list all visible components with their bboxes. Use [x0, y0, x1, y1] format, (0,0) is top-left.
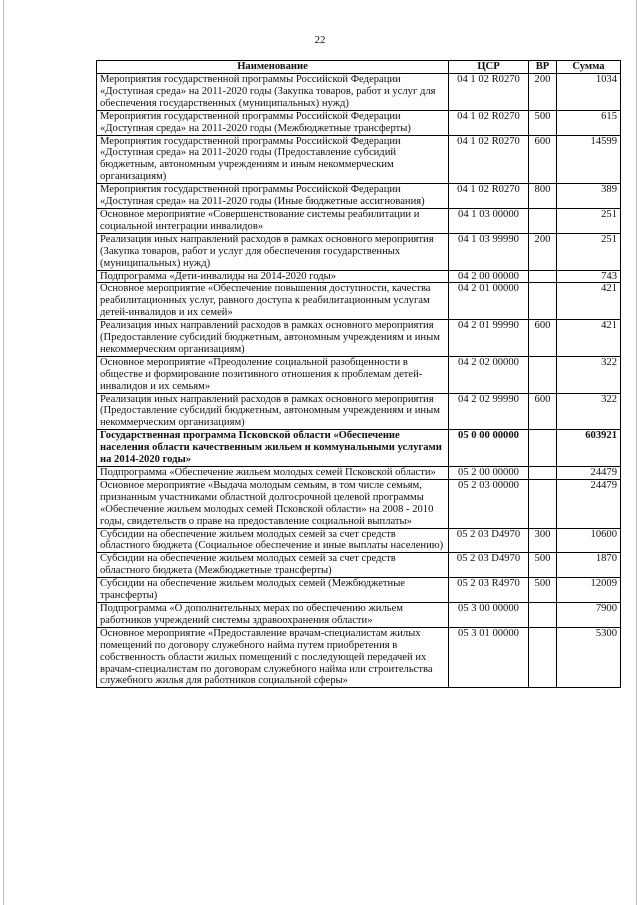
cell-vr: [529, 479, 557, 528]
table-row: [97, 283, 621, 320]
cell-csr: 04 1 02 R0270: [449, 184, 529, 209]
cell-csr: 04 2 01 00000: [449, 283, 529, 320]
cell-name: Подпрограмма «Дети-инвалиды на 2014-2020 годы»: [97, 270, 449, 283]
cell-sum: 603921: [557, 430, 621, 467]
cell-vr: [529, 208, 557, 233]
cell-csr: 05 0 00 00000: [449, 430, 529, 467]
cell-csr: 05 2 00 00000: [449, 467, 529, 480]
cell-name: Основное мероприятие «Выдача молодым семьям, в том числе семьям, признанным участниками областной долгосрочной целевой программы «Обеспечение жильем молодых семей Псковской области» на 2008 - 2010 годы, свидетельств о праве на предоставление социальной выплаты»: [97, 479, 449, 528]
table-row: [97, 110, 621, 135]
cell-name: Государственная программа Псковской области «Обеспечение населения области качественным жильем и коммунальными услугами на 2014-2020 годы»: [97, 430, 449, 467]
cell-name: Основное мероприятие «Совершенствование системы реабилитации и социальной интеграции инвалидов»: [97, 208, 449, 233]
table-row: [97, 553, 621, 578]
cell-vr: 600: [529, 393, 557, 430]
cell-sum: 251: [557, 208, 621, 233]
cell-vr: 600: [529, 320, 557, 357]
cell-sum: 7900: [557, 602, 621, 627]
table-row: [97, 393, 621, 430]
cell-sum: 5300: [557, 627, 621, 688]
cell-name: Подпрограмма «Обеспечение жильем молодых семей Псковской области»: [97, 467, 449, 480]
cell-vr: 200: [529, 74, 557, 111]
cell-sum: 389: [557, 184, 621, 209]
table-row: [97, 479, 621, 528]
cell-name: Основное мероприятие «Предоставление врачам-специалистам жилых помещений по договору служебного найма путем приобретения в собственность области жилых помещений с последующей передачей их врачам-специалистам по договорам служебного найма или строительства служебного жилья для работников социальной сферы»: [97, 627, 449, 688]
header-vr: ВР: [529, 61, 557, 74]
table-header-row: [97, 61, 621, 74]
cell-sum: 24479: [557, 467, 621, 480]
cell-vr: [529, 602, 557, 627]
cell-name: Реализация иных направлений расходов в рамках основного мероприятия (Закупка товаров, работ и услуг для обеспечения государственных (муниципальных) нужд): [97, 233, 449, 270]
cell-name: Реализация иных направлений расходов в рамках основного мероприятия (Предоставление субсидий бюджетным, автономным учреждениям и иным некоммерческим организациям): [97, 393, 449, 430]
cell-csr: 05 2 03 D4970: [449, 553, 529, 578]
header-sum: Сумма: [557, 61, 621, 74]
table-row: [97, 602, 621, 627]
cell-sum: 10600: [557, 528, 621, 553]
cell-vr: 200: [529, 233, 557, 270]
cell-name: Субсидии на обеспечение жильем молодых семей за счет средств областного бюджета (Социальное обеспечение и иные выплаты населению): [97, 528, 449, 553]
cell-name: Основное мероприятие «Обеспечение повышения доступности, качества реабилитационных услуг, равного доступа к реабилитационным услугам детей-инвалидов и их семей»: [97, 283, 449, 320]
cell-vr: 300: [529, 528, 557, 553]
table-row: [97, 430, 621, 467]
cell-vr: [529, 270, 557, 283]
cell-vr: [529, 467, 557, 480]
cell-name: Субсидии на обеспечение жильем молодых семей за счет средств областного бюджета (Межбюджетные трансферты): [97, 553, 449, 578]
cell-sum: 743: [557, 270, 621, 283]
cell-csr: 04 2 01 99990: [449, 320, 529, 357]
cell-csr: 04 1 03 00000: [449, 208, 529, 233]
cell-csr: 05 3 01 00000: [449, 627, 529, 688]
cell-sum: 615: [557, 110, 621, 135]
cell-vr: [529, 430, 557, 467]
table-row: [97, 627, 621, 688]
cell-sum: 1034: [557, 74, 621, 111]
cell-sum: 322: [557, 356, 621, 393]
table-row: [97, 74, 621, 111]
cell-vr: 500: [529, 578, 557, 603]
cell-vr: [529, 283, 557, 320]
cell-sum: 14599: [557, 135, 621, 184]
table-row: [97, 528, 621, 553]
scan-edge-right: [636, 0, 637, 905]
table-row: [97, 467, 621, 480]
page-number: 22: [314, 34, 326, 46]
cell-name: Мероприятия государственной программы Российской Федерации «Доступная среда» на 2011-2020 годы (Закупка товаров, работ и услуг для обеспечения государственных (муниципальных) нужд): [97, 74, 449, 111]
cell-name: Подпрограмма «О дополнительных мерах по обеспечению жильем работников учреждений системы здравоохранения области»: [97, 602, 449, 627]
cell-csr: 04 1 02 R0270: [449, 74, 529, 111]
table-row: [97, 320, 621, 357]
cell-csr: 05 2 03 D4970: [449, 528, 529, 553]
cell-sum: 251: [557, 233, 621, 270]
cell-vr: [529, 356, 557, 393]
cell-csr: 04 2 02 99990: [449, 393, 529, 430]
cell-csr: 04 1 02 R0270: [449, 135, 529, 184]
cell-sum: 1870: [557, 553, 621, 578]
cell-vr: 800: [529, 184, 557, 209]
cell-name: Основное мероприятие «Преодоление социальной разобщенности в обществе и формирование позитивного отношения к проблемам детей-инвалидов и их семьям»: [97, 356, 449, 393]
cell-csr: 04 2 02 00000: [449, 356, 529, 393]
cell-vr: [529, 627, 557, 688]
cell-sum: 24479: [557, 479, 621, 528]
budget-table: [96, 60, 621, 688]
table-row: [97, 578, 621, 603]
table-row: [97, 270, 621, 283]
cell-csr: 05 3 00 00000: [449, 602, 529, 627]
cell-csr: 04 1 03 99990: [449, 233, 529, 270]
cell-sum: 421: [557, 283, 621, 320]
scan-edge-left: [3, 0, 4, 905]
cell-vr: 500: [529, 110, 557, 135]
cell-sum: 421: [557, 320, 621, 357]
table-row: [97, 184, 621, 209]
cell-vr: 500: [529, 553, 557, 578]
header-name: Наименование: [97, 61, 449, 74]
table-body: [97, 74, 621, 688]
cell-csr: 04 1 02 R0270: [449, 110, 529, 135]
cell-name: Реализация иных направлений расходов в рамках основного мероприятия (Предоставление субсидий бюджетным, автономным учреждениям и иным некоммерческим организациям): [97, 320, 449, 357]
header-csr: ЦСР: [449, 61, 529, 74]
table-row: [97, 135, 621, 184]
cell-sum: 12009: [557, 578, 621, 603]
cell-csr: 05 2 03 00000: [449, 479, 529, 528]
table-row: [97, 233, 621, 270]
cell-name: Мероприятия государственной программы Российской Федерации «Доступная среда» на 2011-2020 годы (Межбюджетные трансферты): [97, 110, 449, 135]
cell-name: Субсидии на обеспечение жильем молодых семей (Межбюджетные трансферты): [97, 578, 449, 603]
cell-sum: 322: [557, 393, 621, 430]
cell-vr: 600: [529, 135, 557, 184]
cell-name: Мероприятия государственной программы Российской Федерации «Доступная среда» на 2011-2020 годы (Предоставление субсидий бюджетным, автономным учреждениям и иным некоммерческим организациям): [97, 135, 449, 184]
table-row: [97, 356, 621, 393]
cell-csr: 05 2 03 R4970: [449, 578, 529, 603]
cell-csr: 04 2 00 00000: [449, 270, 529, 283]
table-row: [97, 208, 621, 233]
cell-name: Мероприятия государственной программы Российской Федерации «Доступная среда» на 2011-2020 годы (Иные бюджетные ассигнования): [97, 184, 449, 209]
